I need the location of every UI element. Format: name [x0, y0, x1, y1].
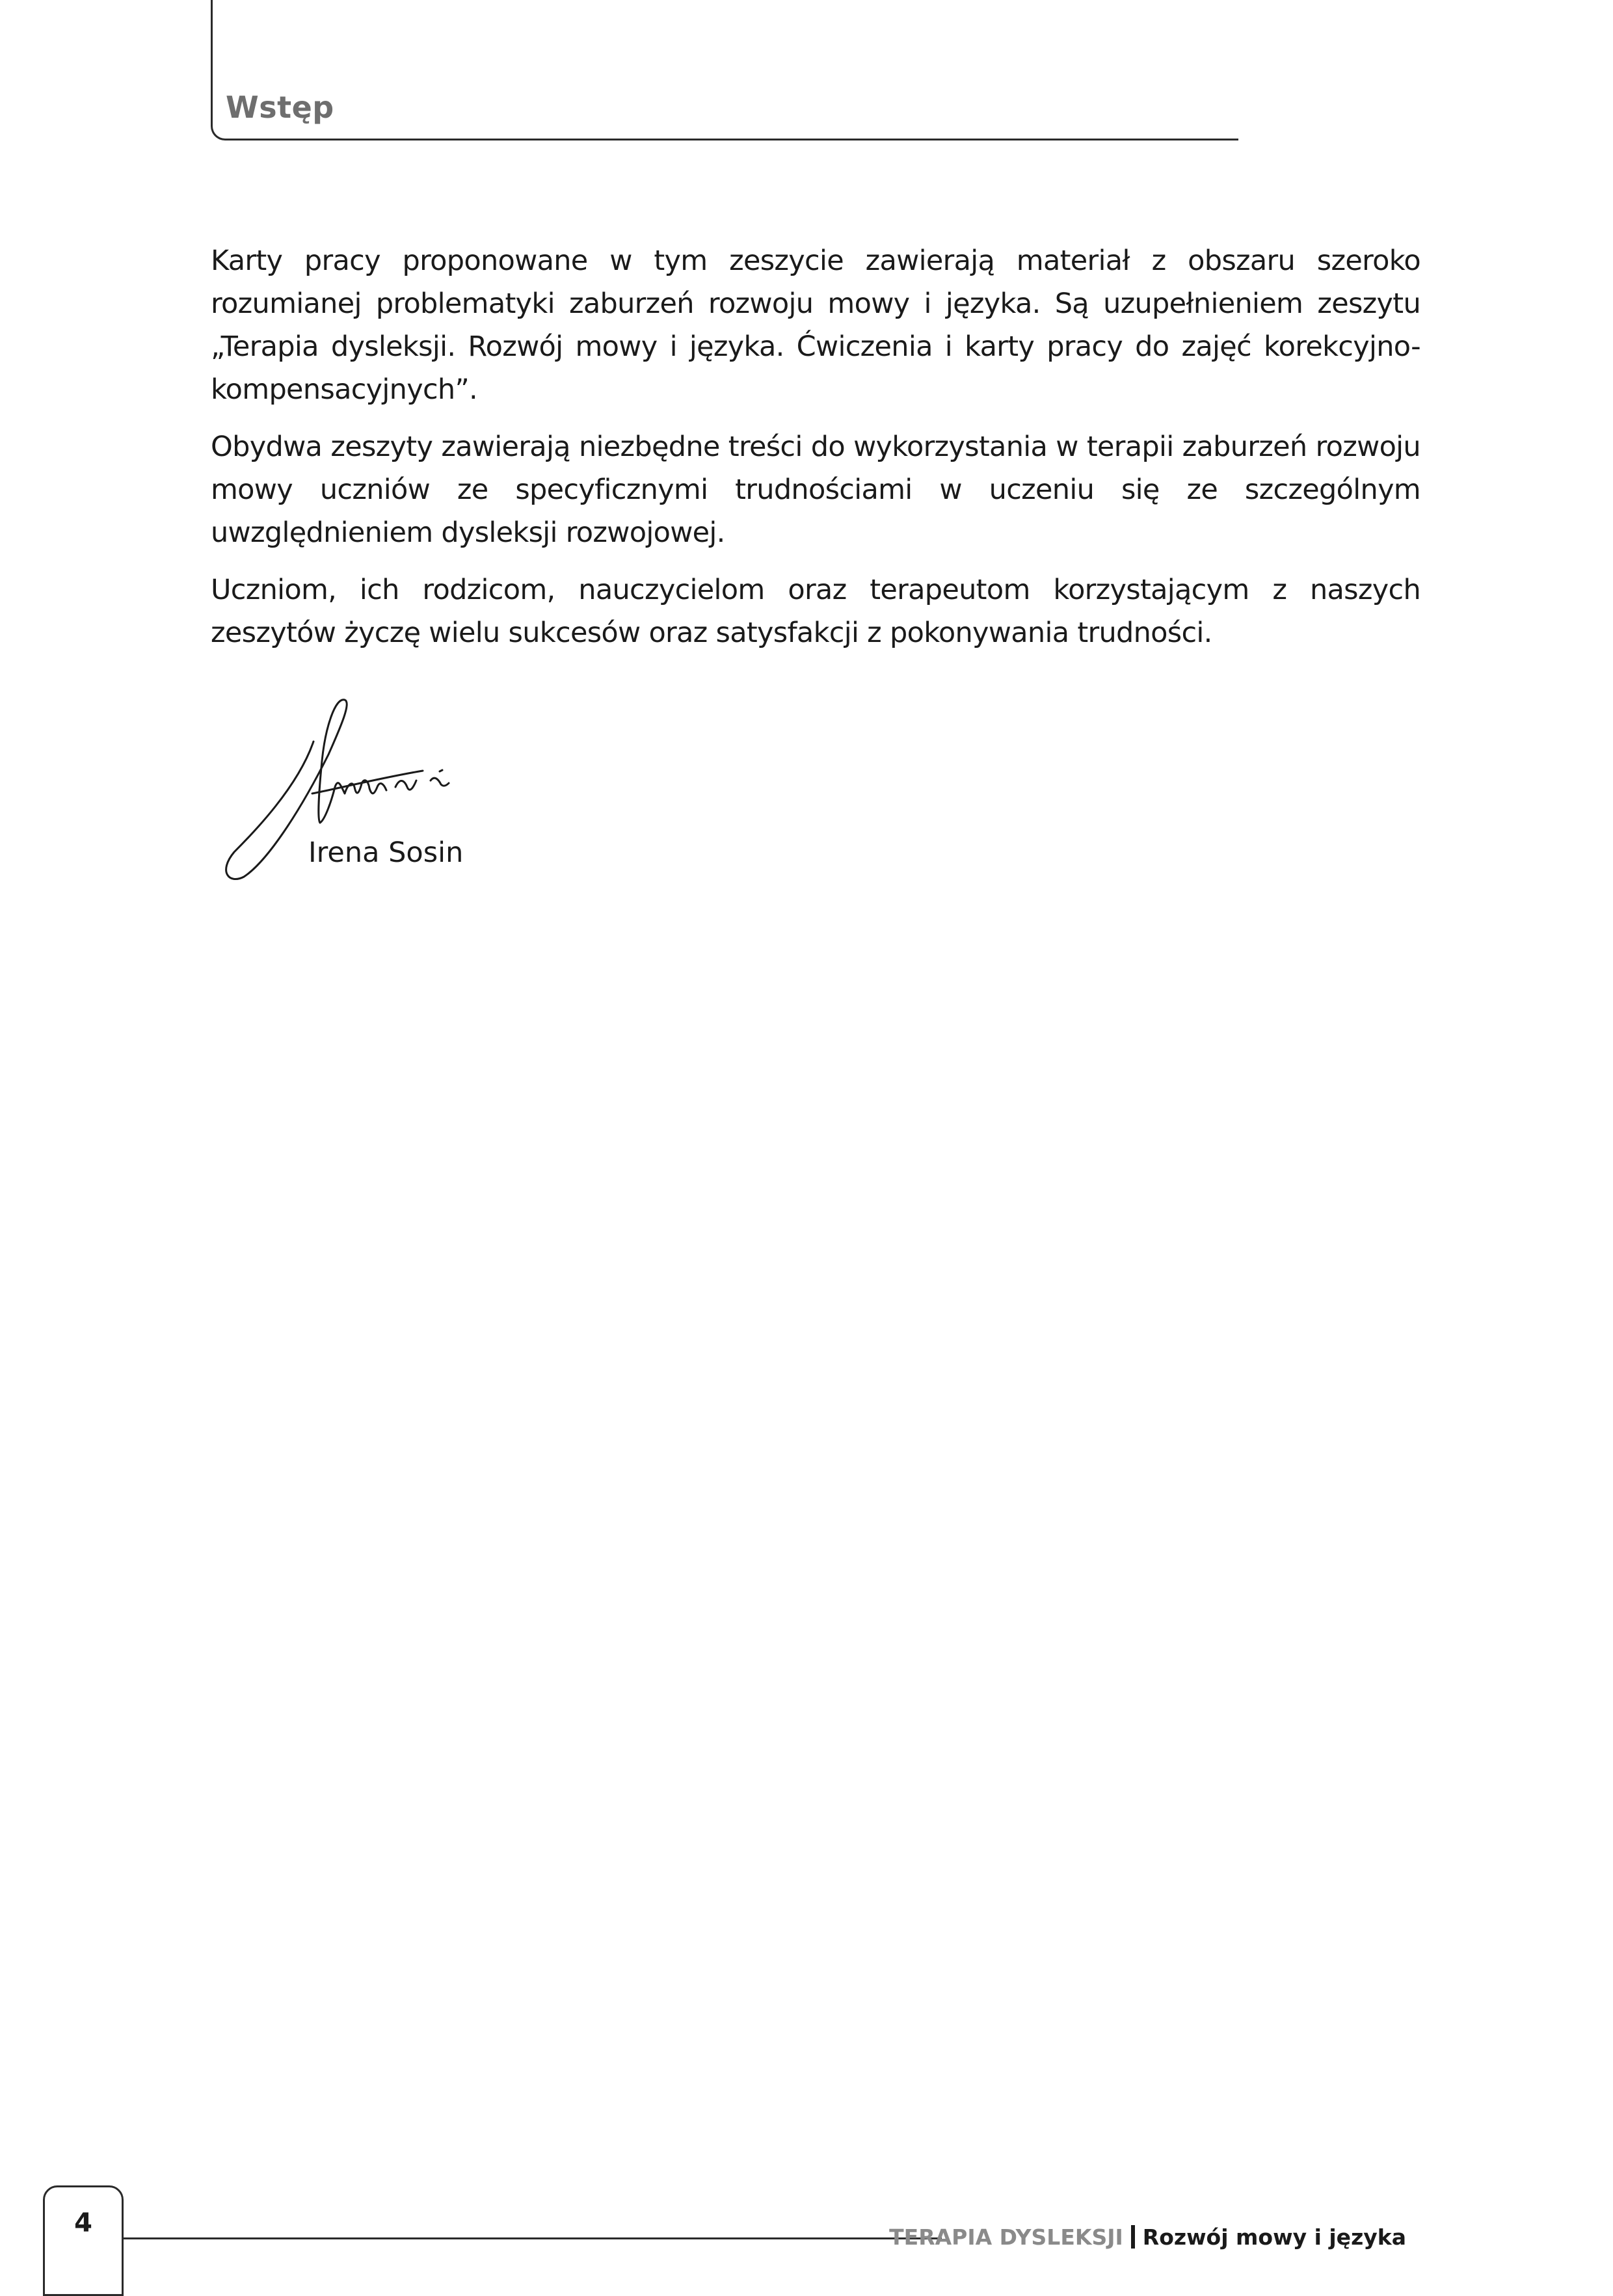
signer-name: Irena Sosin [308, 836, 464, 869]
footer-label [889, 2225, 1406, 2249]
footer-book-title: Rozwój mowy i języka [1142, 2224, 1406, 2250]
footer-rule [124, 2237, 942, 2239]
paragraph-2: Obydwa zeszyty zawierają niezbędne treści do wykorzystania w terapii zaburzeń rozwoju mowy uczniów ze specyficznymi trudnościami w uczeniu się ze szczególnym uwzględnieniem dysleksji rozwojowej. [211, 431, 1420, 549]
page-number: 4 [74, 2208, 92, 2238]
body-text [211, 239, 1420, 669]
page-number-box [43, 2185, 124, 2296]
header-frame [211, 0, 1238, 140]
paragraph-3: Uczniom, ich rodzicom, nauczycielom oraz terapeutom korzystającym z naszych zeszytów życzę wielu sukcesów oraz satysfakcji z pokonywania trudności. [211, 574, 1420, 649]
footer-series-title: TERAPIA DYSLEKSJI [889, 2224, 1123, 2250]
paragraph-1: Karty pracy proponowane w tym zeszycie zawierają materiał z obszaru szeroko rozumianej problematyki zaburzeń rozwoju mowy i języka. Są uzupełnieniem zeszytu „Terapia dysleksji. Rozwój mowy i języka. Ćwiczenia i karty pracy do zajęć korekcyjno-kompensacyjnych”. [211, 245, 1420, 406]
section-title: Wstęp [226, 90, 334, 125]
footer-separator [1131, 2225, 1135, 2249]
